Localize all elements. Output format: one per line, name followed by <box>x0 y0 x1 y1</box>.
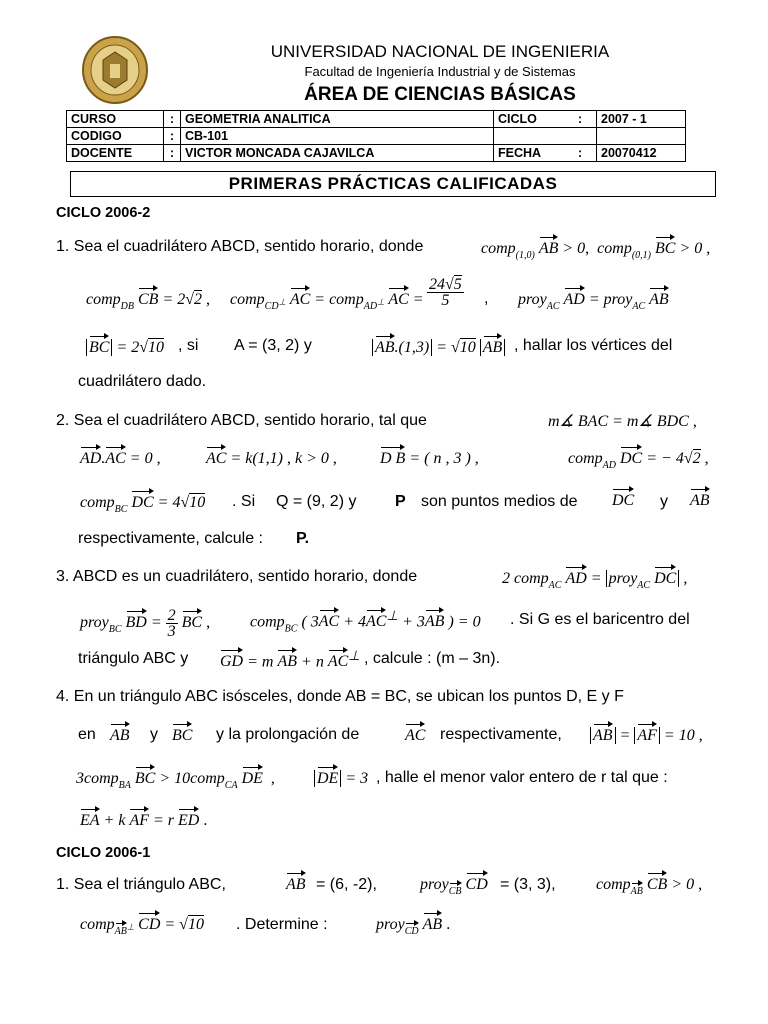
problem-1-formula: comp$_{(1,0)}$ AB > 0, comp$_{(0,1)}$ BC > 0 , <box>481 236 710 261</box>
problem-2-formula: m∡ BAC = m∡ BDC , <box>548 413 697 430</box>
problem-1-formula: proy$_{AC}$ AD = proy$_{AC}$ AB <box>518 287 669 312</box>
codigo-label: CODIGO <box>67 128 164 145</box>
area-title: ÁREA DE CIENCIAS BÁSICAS <box>304 84 576 105</box>
problem-q1-text: = (6, -2), <box>316 876 377 893</box>
empty-cell <box>574 128 597 145</box>
empty-cell <box>597 128 686 145</box>
faculty-name: Facultad de Ingeniería Industrial y de Sistemas <box>304 64 576 79</box>
section-heading: CICLO 2006-2 <box>56 205 151 221</box>
problem-4-formula: EA + k AF = r ED . <box>80 808 207 830</box>
docente-value: VICTOR MONCADA CAJAVILCA <box>181 145 494 162</box>
colon: : <box>164 111 181 128</box>
problem-2-formula: D B = ( n , 3 ) , <box>380 446 479 468</box>
curso-value: GEOMETRIA ANALITICA <box>181 111 494 128</box>
problem-2-text: . Si <box>232 493 256 510</box>
problem-2-formula: AC = k(1,1) , k > 0 , <box>206 446 337 468</box>
problem-4-text: y <box>150 726 158 743</box>
problem-3-text: , calcule : (m – 3n). <box>364 650 501 667</box>
problem-1-fraction: $\frac{24√5}{5}$ <box>429 276 462 309</box>
problem-2-text: Q = (9, 2) y <box>276 493 357 510</box>
problem-4-formula: 3comp$_{BA}$ BC > 10comp$_{CA}$ DE , <box>76 766 275 791</box>
page-title: PRIMERAS PRÁCTICAS CALIFICADAS <box>70 171 716 197</box>
ciclo-label: CICLO <box>494 111 575 128</box>
problem-2-formula: comp$_{BC}$ DC = 4√10 <box>80 490 205 515</box>
comma: , <box>484 290 489 307</box>
problem-q1-formula: proy$_{CD}$ AB . <box>376 912 450 937</box>
docente-label: DOCENTE <box>67 145 164 162</box>
problem-2-text: P <box>395 493 406 510</box>
problem-2-formula: AB <box>690 488 710 510</box>
problem-4-text: respectivamente, <box>440 726 562 743</box>
problem-2-text: y <box>660 493 668 510</box>
problem-4-formula: AB = AF = 10 , <box>590 723 703 745</box>
problem-1-formula: comp$_{DB}$ CB = 2√2 , <box>86 287 210 312</box>
colon: : <box>574 145 597 162</box>
problem-4-text: , halle el menor valor entero de r tal que : <box>376 769 668 786</box>
problem-2-text: P. <box>296 530 310 547</box>
problem-q1-text: 1. Sea el triángulo ABC, <box>56 876 226 893</box>
problem-q1-text: = (3, 3), <box>500 876 556 893</box>
problem-3-text: 3. ABCD es un cuadrilátero, sentido horario, donde <box>56 568 418 585</box>
university-name: UNIVERSIDAD NACIONAL DE INGENIERIA <box>270 42 610 61</box>
colon: : <box>164 145 181 162</box>
colon: : <box>574 111 597 128</box>
section-heading: CICLO 2006-1 <box>56 845 151 861</box>
problem-1-text: A = (3, 2) y <box>234 337 312 354</box>
problem-3-formula: proy$_{BC}$ BD = $\frac{2}{3}$ BC , <box>80 607 211 640</box>
problem-q1-formula: AB <box>286 872 306 894</box>
problem-3-formula: comp$_{BC}$ ( 3AC + 4AC⊥ + 3AB ) = 0 <box>250 608 481 635</box>
problem-q1-formula: comp$_{AB}$ CB > 0 , <box>596 872 702 897</box>
problem-3-text: . Si G es el baricentro del <box>510 611 690 628</box>
fecha-label: FECHA <box>494 145 575 162</box>
problem-2-formula: DC <box>612 488 634 510</box>
problem-4-text: y la prolongación de <box>216 726 360 743</box>
codigo-value: CB-101 <box>181 128 494 145</box>
problem-4-formula: BC <box>172 723 192 745</box>
fecha-value: 20070412 <box>597 145 686 162</box>
problem-2-text: son puntos medios de <box>421 493 578 510</box>
problem-1-formula: AB.(1,3) = √10 AB <box>372 335 505 357</box>
problem-1-text: 1. Sea el cuadrilátero ABCD, sentido horario, donde <box>56 238 424 255</box>
problem-1-formula: BC = 2√10 <box>86 335 164 357</box>
problem-3-formula: 2 comp$_{AC}$ AD = proy$_{AC}$ DC , <box>502 566 687 591</box>
ciclo-value: 2007 - 1 <box>597 111 686 128</box>
empty-cell <box>494 128 575 145</box>
university-seal-logo <box>82 36 148 104</box>
curso-label: CURSO <box>67 111 164 128</box>
course-info-table <box>66 110 686 162</box>
problem-2-text: 2. Sea el cuadrilátero ABCD, sentido horario, tal que <box>56 412 427 429</box>
colon: : <box>164 128 181 145</box>
problem-q1-formula: comp$_{AB^\perp}$ CD = √10 <box>80 912 204 937</box>
problem-4-formula: AC <box>405 723 425 745</box>
problem-2-formula: AD.AC = 0 , <box>80 446 161 468</box>
problem-2-formula: comp$_{AD}$ DC = − 4√2 , <box>568 446 709 471</box>
problem-4-text: en <box>78 726 96 743</box>
problem-4-formula: DE = 3 <box>314 766 368 788</box>
problem-q1-formula: proy$_{CB}$ CD <box>420 872 488 897</box>
problem-2-text: respectivamente, calcule : <box>78 530 263 547</box>
problem-1-text: , hallar los vértices del <box>514 337 673 354</box>
problem-3-formula: GD = m AB + n AC⊥ <box>220 648 360 671</box>
problem-1-formula: comp$_{CD^\perp}$ AC = comp$_{AD^\perp}$ AC = <box>230 287 424 312</box>
problem-4-formula: AB <box>110 723 130 745</box>
problem-q1-text: . Determine : <box>236 916 328 933</box>
problem-1-text: , si <box>178 337 199 354</box>
problem-3-text: triángulo ABC y <box>78 650 189 667</box>
problem-1-text: cuadrilátero dado. <box>78 373 207 390</box>
problem-4-text: 4. En un triángulo ABC isósceles, donde AB = BC, se ubican los puntos D, E y F <box>56 688 624 705</box>
